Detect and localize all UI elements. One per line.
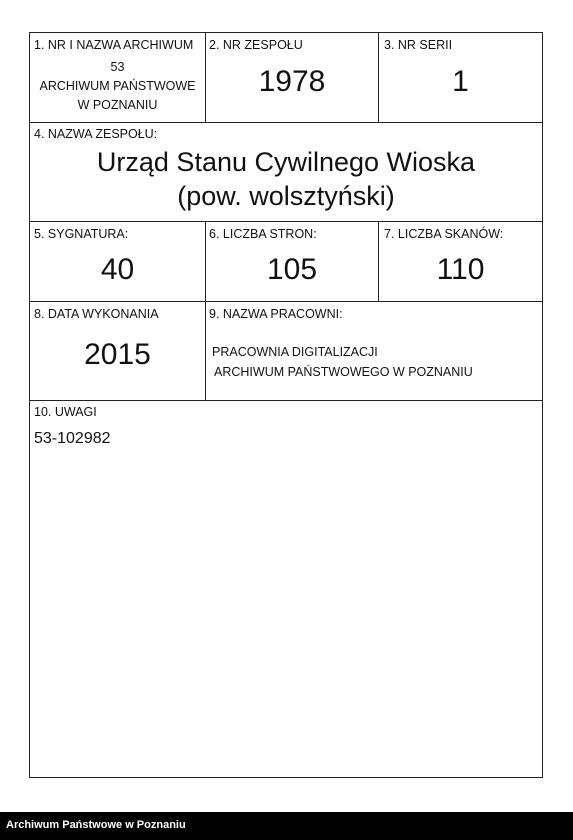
studio-name-line2: ARCHIWUM PAŃSTWOWEGO W POZNANIU bbox=[214, 365, 473, 379]
date-cell bbox=[30, 302, 205, 400]
fonds-name-line2: (pow. wolsztyński) bbox=[177, 181, 395, 211]
fonds-name-label: 4. NAZWA ZESPOŁU: bbox=[34, 127, 158, 141]
archive-name-line1: ARCHIWUM PAŃSTWOWE bbox=[39, 79, 196, 93]
scans-count-value: 110 bbox=[436, 253, 485, 286]
fonds-number-label: 2. NR ZESPOŁU bbox=[209, 38, 303, 52]
signature-value: 40 bbox=[100, 253, 135, 286]
signature-cell bbox=[30, 222, 205, 301]
scans-count-label: 7. LICZBA SKANÓW: bbox=[384, 227, 504, 241]
studio-name-line1: PRACOWNIA DIGITALIZACJI bbox=[212, 345, 378, 359]
footer-text: Archiwum Państwowe w Poznaniu bbox=[6, 819, 186, 831]
pages-count-cell bbox=[206, 222, 378, 301]
fonds-name-line1: Urząd Stanu Cywilnego Wioska bbox=[96, 147, 476, 177]
notes-label: 10. UWAGI bbox=[34, 405, 97, 419]
archive-label: 1. NR I NAZWA ARCHIWUM bbox=[34, 38, 194, 52]
fonds-name-cell bbox=[30, 123, 542, 221]
notes-value: 53-102982 bbox=[34, 430, 111, 447]
metadata-card bbox=[29, 32, 543, 778]
studio-label: 9. NAZWA PRACOWNI: bbox=[209, 307, 343, 321]
notes-cell bbox=[30, 401, 542, 777]
studio-cell bbox=[206, 302, 542, 400]
fonds-number-value: 1978 bbox=[258, 65, 326, 98]
date-value: 2015 bbox=[84, 338, 151, 371]
archive-name-line2: W POZNANIU bbox=[77, 98, 158, 112]
signature-label: 5. SYGNATURA: bbox=[34, 227, 129, 241]
footer-bar bbox=[0, 812, 573, 840]
archive-cell bbox=[30, 33, 205, 122]
archive-number: 53 bbox=[110, 60, 125, 74]
series-number-label: 3. NR SERII bbox=[384, 38, 453, 52]
fonds-number-cell bbox=[206, 33, 378, 122]
series-number-cell bbox=[379, 33, 542, 122]
series-number-value: 1 bbox=[452, 65, 469, 98]
pages-count-label: 6. LICZBA STRON: bbox=[209, 227, 317, 241]
date-label: 8. DATA WYKONANIA bbox=[34, 307, 159, 321]
scans-count-cell bbox=[379, 222, 542, 301]
pages-count-value: 105 bbox=[266, 253, 318, 286]
